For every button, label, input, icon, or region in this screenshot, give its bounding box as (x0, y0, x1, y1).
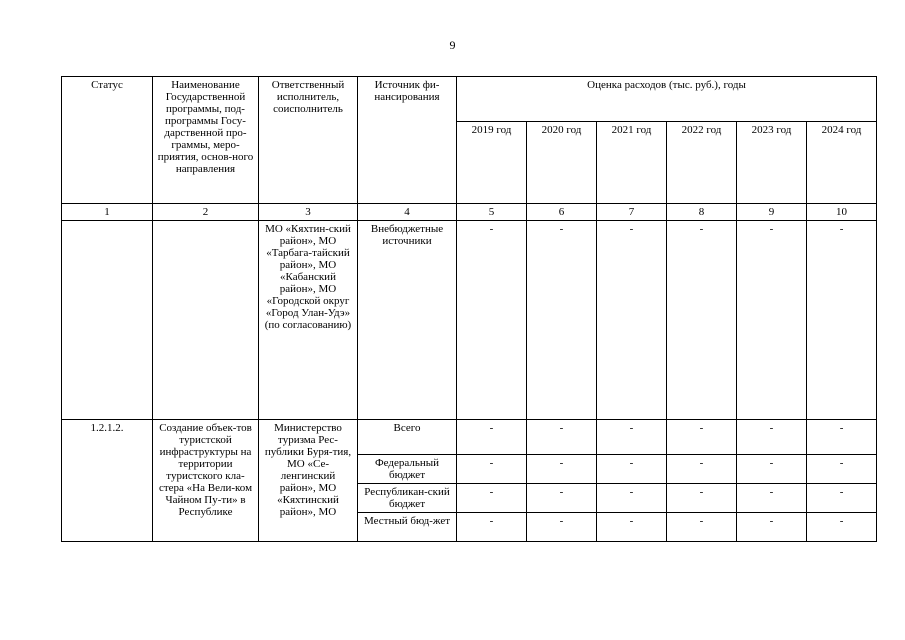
row-funding-source: Внебюджетные источники (358, 221, 457, 420)
column-number: 1 (62, 204, 153, 221)
header-cost-estimate: Оценка расходов (тыс. руб.), годы (457, 77, 877, 122)
header-year: 2024 год (807, 122, 877, 204)
row-value: - (737, 455, 807, 484)
column-number: 5 (457, 204, 527, 221)
row-value: - (527, 455, 597, 484)
column-number: 2 (153, 204, 259, 221)
header-executor: Ответственный исполнитель, соисполнитель (259, 77, 358, 204)
page-number: 9 (449, 38, 456, 52)
row-value: - (667, 221, 737, 420)
header-year: 2023 год (737, 122, 807, 204)
header-program-name: Наименование Государственной программы, под-программы Госу-дарственной про-граммы, меро-приятия, основ-ного направления (153, 77, 259, 204)
row-value: - (667, 484, 737, 513)
header-year: 2022 год (667, 122, 737, 204)
header-year: 2020 год (527, 122, 597, 204)
row-status: 1.2.1.2. (62, 420, 153, 542)
column-number-row (62, 204, 877, 221)
row-value: - (737, 221, 807, 420)
row-value: - (807, 513, 877, 542)
row-value: - (527, 221, 597, 420)
header-year: 2021 год (597, 122, 667, 204)
row-value: - (807, 221, 877, 420)
row-value: - (667, 513, 737, 542)
row-value: - (457, 484, 527, 513)
column-number: 9 (737, 204, 807, 221)
column-number: 6 (527, 204, 597, 221)
column-number: 8 (667, 204, 737, 221)
row-value: - (667, 420, 737, 455)
header-row-top (62, 77, 877, 122)
row-funding-source: Республикан-ский бюджет (358, 484, 457, 513)
header-status: Статус (62, 77, 153, 204)
row-funding-source: Местный бюд-жет (358, 513, 457, 542)
column-number: 4 (358, 204, 457, 221)
row-value: - (457, 221, 527, 420)
row-value: - (667, 455, 737, 484)
row-program-name: Создание объек-тов туристской инфраструктуры на территории туристского кла-стера «На Вели-ком Чайном Пу-ти» в Республике (153, 420, 259, 542)
column-number: 10 (807, 204, 877, 221)
row-executor: МО «Кяхтин-ский район», МО «Тарбага-тайский район», МО «Кабанский район», МО «Городской округ «Город Улан-Удэ» (по согласованию) (259, 221, 358, 420)
header-year: 2019 год (457, 122, 527, 204)
row-status (62, 221, 153, 420)
table-row (62, 420, 877, 455)
header-funding-source: Источник фи-нансирования (358, 77, 457, 204)
row-value: - (807, 420, 877, 455)
row-funding-source: Федеральный бюджет (358, 455, 457, 484)
row-value: - (807, 484, 877, 513)
column-number: 7 (597, 204, 667, 221)
row-value: - (737, 484, 807, 513)
row-value: - (737, 513, 807, 542)
row-value: - (527, 513, 597, 542)
column-number: 3 (259, 204, 358, 221)
row-value: - (457, 420, 527, 455)
row-value: - (457, 513, 527, 542)
row-value: - (737, 420, 807, 455)
row-funding-source: Всего (358, 420, 457, 455)
row-value: - (807, 455, 877, 484)
row-value: - (597, 484, 667, 513)
row-value: - (527, 420, 597, 455)
row-value: - (527, 484, 597, 513)
budget-table (61, 76, 877, 542)
row-program-name (153, 221, 259, 420)
table-row (62, 221, 877, 420)
row-value: - (597, 455, 667, 484)
row-value: - (457, 455, 527, 484)
row-value: - (597, 513, 667, 542)
row-value: - (597, 221, 667, 420)
row-value: - (597, 420, 667, 455)
row-executor: Министерство туризма Рес-публики Буря-тия, МО «Се-ленгинский район», МО «Кяхтинский район», МО (259, 420, 358, 542)
